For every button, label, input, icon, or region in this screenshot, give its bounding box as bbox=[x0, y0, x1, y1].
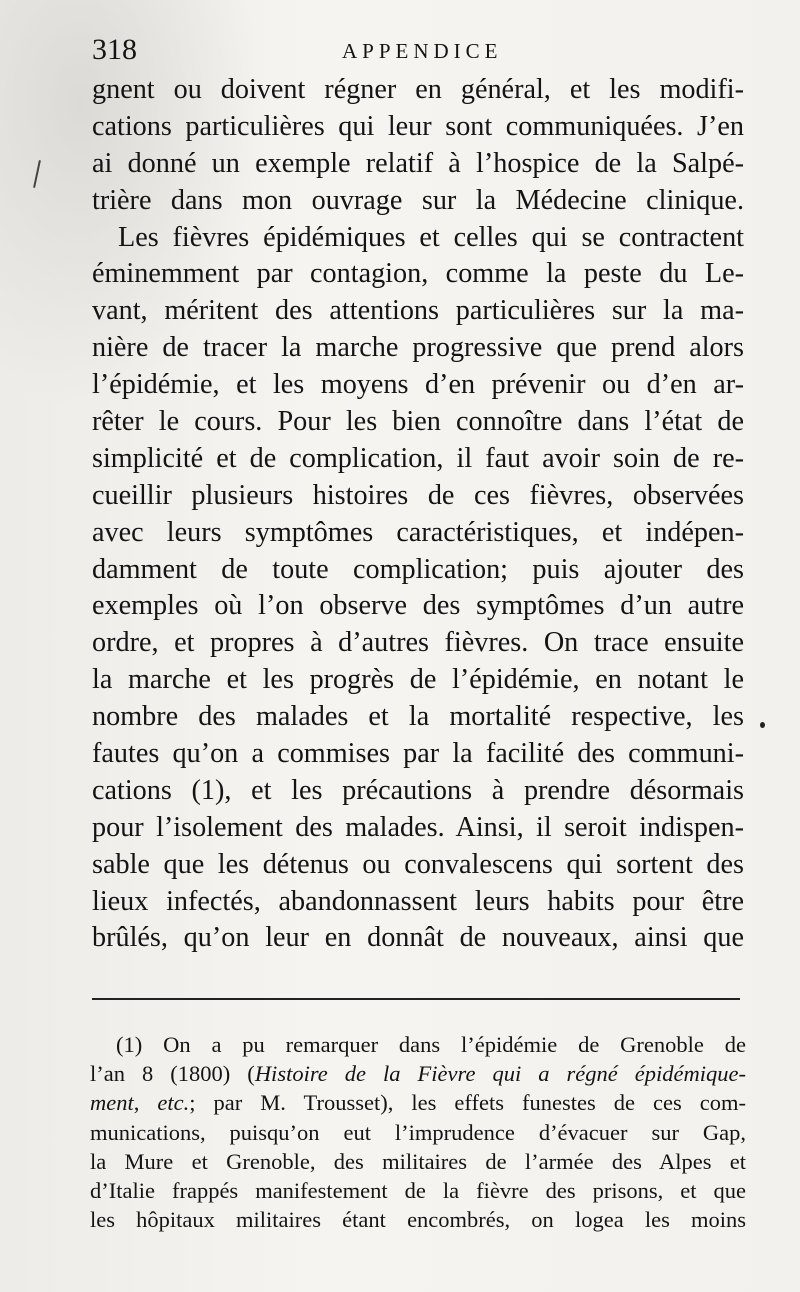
text-line: avec leurs symptômes caractéristiques, et indépen- bbox=[92, 516, 744, 548]
footnote-line: d’Italie frappés manifestement de la fièvre des prisons, et que bbox=[90, 1177, 746, 1203]
footnote-text: l’an 8 (1800) ( bbox=[90, 1061, 255, 1087]
page-number: 318 bbox=[92, 33, 137, 66]
footnote-line: la Mure et Grenoble, des militaires de l’armée des Alpes et bbox=[90, 1148, 746, 1174]
text-line: sable que les détenus ou convalescens qui sortent des bbox=[92, 848, 744, 880]
footnote-italic-title: Histoire de la Fièvre qui a régné épidémique- bbox=[254, 1061, 746, 1087]
text-line: nombre des malades et la mortalité respective, les bbox=[92, 701, 744, 733]
paragraph-start-line: Les fièvres épidémiques et celles qui se contractent bbox=[118, 221, 744, 253]
text-line: vant, méritent des attentions particulières sur la ma- bbox=[92, 295, 744, 327]
text-line: brûlés, qu’on leur en donnât de nouveaux, ainsi que bbox=[92, 922, 744, 954]
footnote-line: munications, puisqu’on eut l’imprudence d’évacuer sur Gap, bbox=[90, 1119, 746, 1145]
text-line: exemples où l’on observe des symptômes d’un autre bbox=[92, 590, 744, 622]
footnote-italic-etc: etc. bbox=[157, 1090, 190, 1116]
footnote-separator-rule bbox=[92, 998, 740, 1000]
footnote-line: les hôpitaux militaires étant encombrés, on logea les moins bbox=[90, 1207, 746, 1233]
footnote-line bbox=[90, 1059, 746, 1088]
text-line: nière de tracer la marche progressive que prend alors bbox=[92, 332, 744, 364]
margin-dot-mark bbox=[760, 722, 765, 728]
text-line: lieux infectés, abandonnassent leurs habits pour être bbox=[92, 885, 744, 917]
text-line: cueillir plusieurs histoires de ces fièvres, observées bbox=[92, 479, 744, 511]
text-line: trière dans mon ouvrage sur la Médecine clinique. bbox=[92, 184, 744, 216]
text-line: fautes qu’on a commises par la facilité des communi- bbox=[92, 738, 744, 770]
text-line: ai donné un exemple relatif à l’hospice de la Salpé- bbox=[92, 147, 744, 179]
margin-pencil-mark bbox=[33, 160, 41, 188]
text-line: ordre, et propres à d’autres fièvres. On trace ensuite bbox=[92, 627, 744, 659]
text-line: rêter le cours. Pour les bien connoître dans l’état de bbox=[92, 406, 744, 438]
text-line: pour l’isolement des malades. Ainsi, il seroit indispen- bbox=[92, 811, 744, 843]
footnote-italic-title: ment bbox=[90, 1090, 134, 1116]
footnote-line bbox=[90, 1088, 746, 1117]
text-line: cations (1), et les précautions à prendre désormais bbox=[92, 774, 744, 806]
text-line: éminemment par contagion, comme la peste du Le- bbox=[92, 258, 744, 290]
footnote bbox=[90, 1030, 746, 1234]
text-line: damment de toute complication; puis ajouter des bbox=[92, 553, 744, 585]
text-line: la marche et les progrès de l’épidémie, en notant le bbox=[92, 664, 744, 696]
page-header bbox=[92, 30, 744, 70]
text-line: cations particulières qui leur sont communiquées. J’en bbox=[92, 110, 744, 142]
body-text bbox=[92, 72, 744, 957]
running-head: APPENDICE bbox=[342, 39, 503, 63]
text-line: simplicité et de complication, il faut avoir soin de re- bbox=[92, 442, 744, 474]
footnote-text: , bbox=[133, 1090, 158, 1116]
footnote-text: ; par M. Trousset), les effets funestes de ces com- bbox=[189, 1090, 746, 1116]
text-line: gnent ou doivent régner en général, et les modifi- bbox=[92, 74, 744, 105]
footnote-line: (1) On a pu remarquer dans l’épidémie de Grenoble de bbox=[116, 1032, 746, 1057]
text-line: l’épidémie, et les moyens d’en prévenir ou d’en ar- bbox=[92, 369, 744, 401]
